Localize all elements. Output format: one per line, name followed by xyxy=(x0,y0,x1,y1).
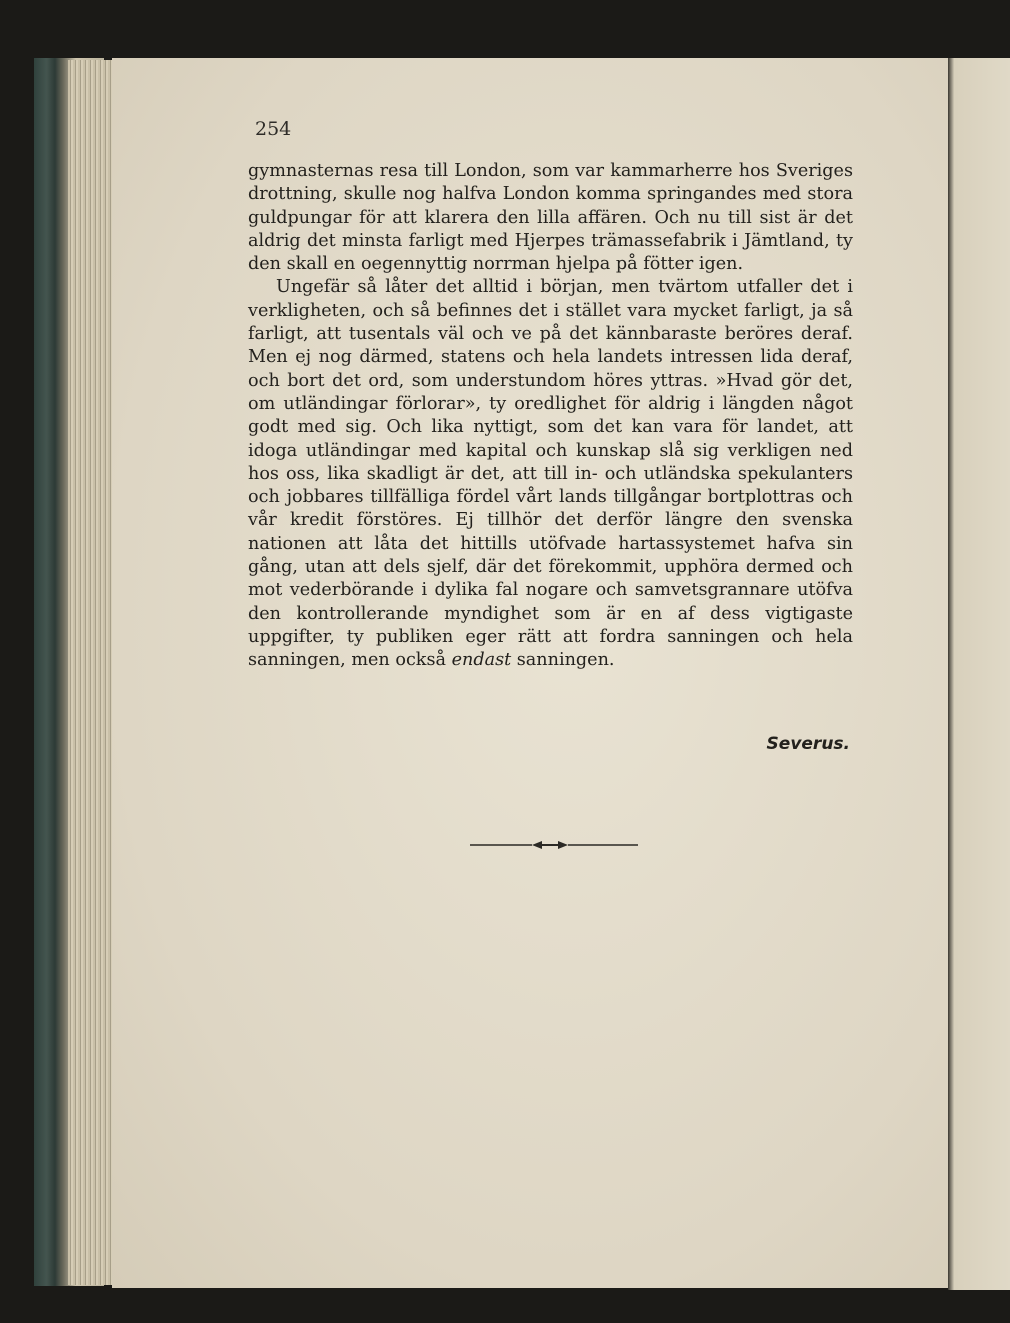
paragraph-1: gymnasternas resa till London, som var kammarherre hos Sveriges drottning, skulle nog halfva London komma springandes med stora guldpungar för att klarera den lilla affären. Och nu till sist är det aldrig det minsta farligt med Hjerpes trämassefabrik i Jämtland, ty den skall en oegennyttig norrman hjelpa på fötter igen. xyxy=(248,161,853,275)
paragraph-2 xyxy=(248,276,853,672)
body-text xyxy=(248,160,853,673)
page-number: 254 xyxy=(255,118,292,140)
paragraph-2-text: Ungefär så låter det alltid i början, men tvärtom utfaller det i verkligheten, och så befinnes det i stället vara mycket farligt, ja så farligt, att tusentals väl och ve på det kännbaraste beröres deraf. Men ej nog därmed, statens och hela landets intressen lida deraf, och bort det ord, som understundom höres yttras. »Hvad gör det, om utländingar förlorar», ty oredlighet för aldrig i längden något godt med sig. Och lika nyttigt, som det kan vara för landet, att idoga utländingar med kapital och kunskap slå sig verkligen ned hos oss, lika skadligt är det, att till in- och utländska spekulanters och jobbares tillfälliga fördel vårt lands tillgångar bortplottras och vår kredit förstöres. Ej tillhör det derför längre den svenska nationen att låta det hittills utöfvade hartassystemet hafva sin gång, utan att dels sjelf, där det förekommit, upphöra dermed och mot vederbörande i dylika fal nogare och samvetsgrannare utöfva den kontrollerande myndighet som är en af dess vigtigaste uppgifter, ty publiken eger rätt att fordra sanningen och hela sanningen, men också xyxy=(248,277,853,671)
author-signature: Severus. xyxy=(766,734,850,754)
facing-page-edge xyxy=(948,58,1010,1290)
divider-ornament-icon xyxy=(470,838,638,852)
closing-word: sanningen. xyxy=(516,650,615,671)
emphasized-word: endast xyxy=(451,650,512,671)
